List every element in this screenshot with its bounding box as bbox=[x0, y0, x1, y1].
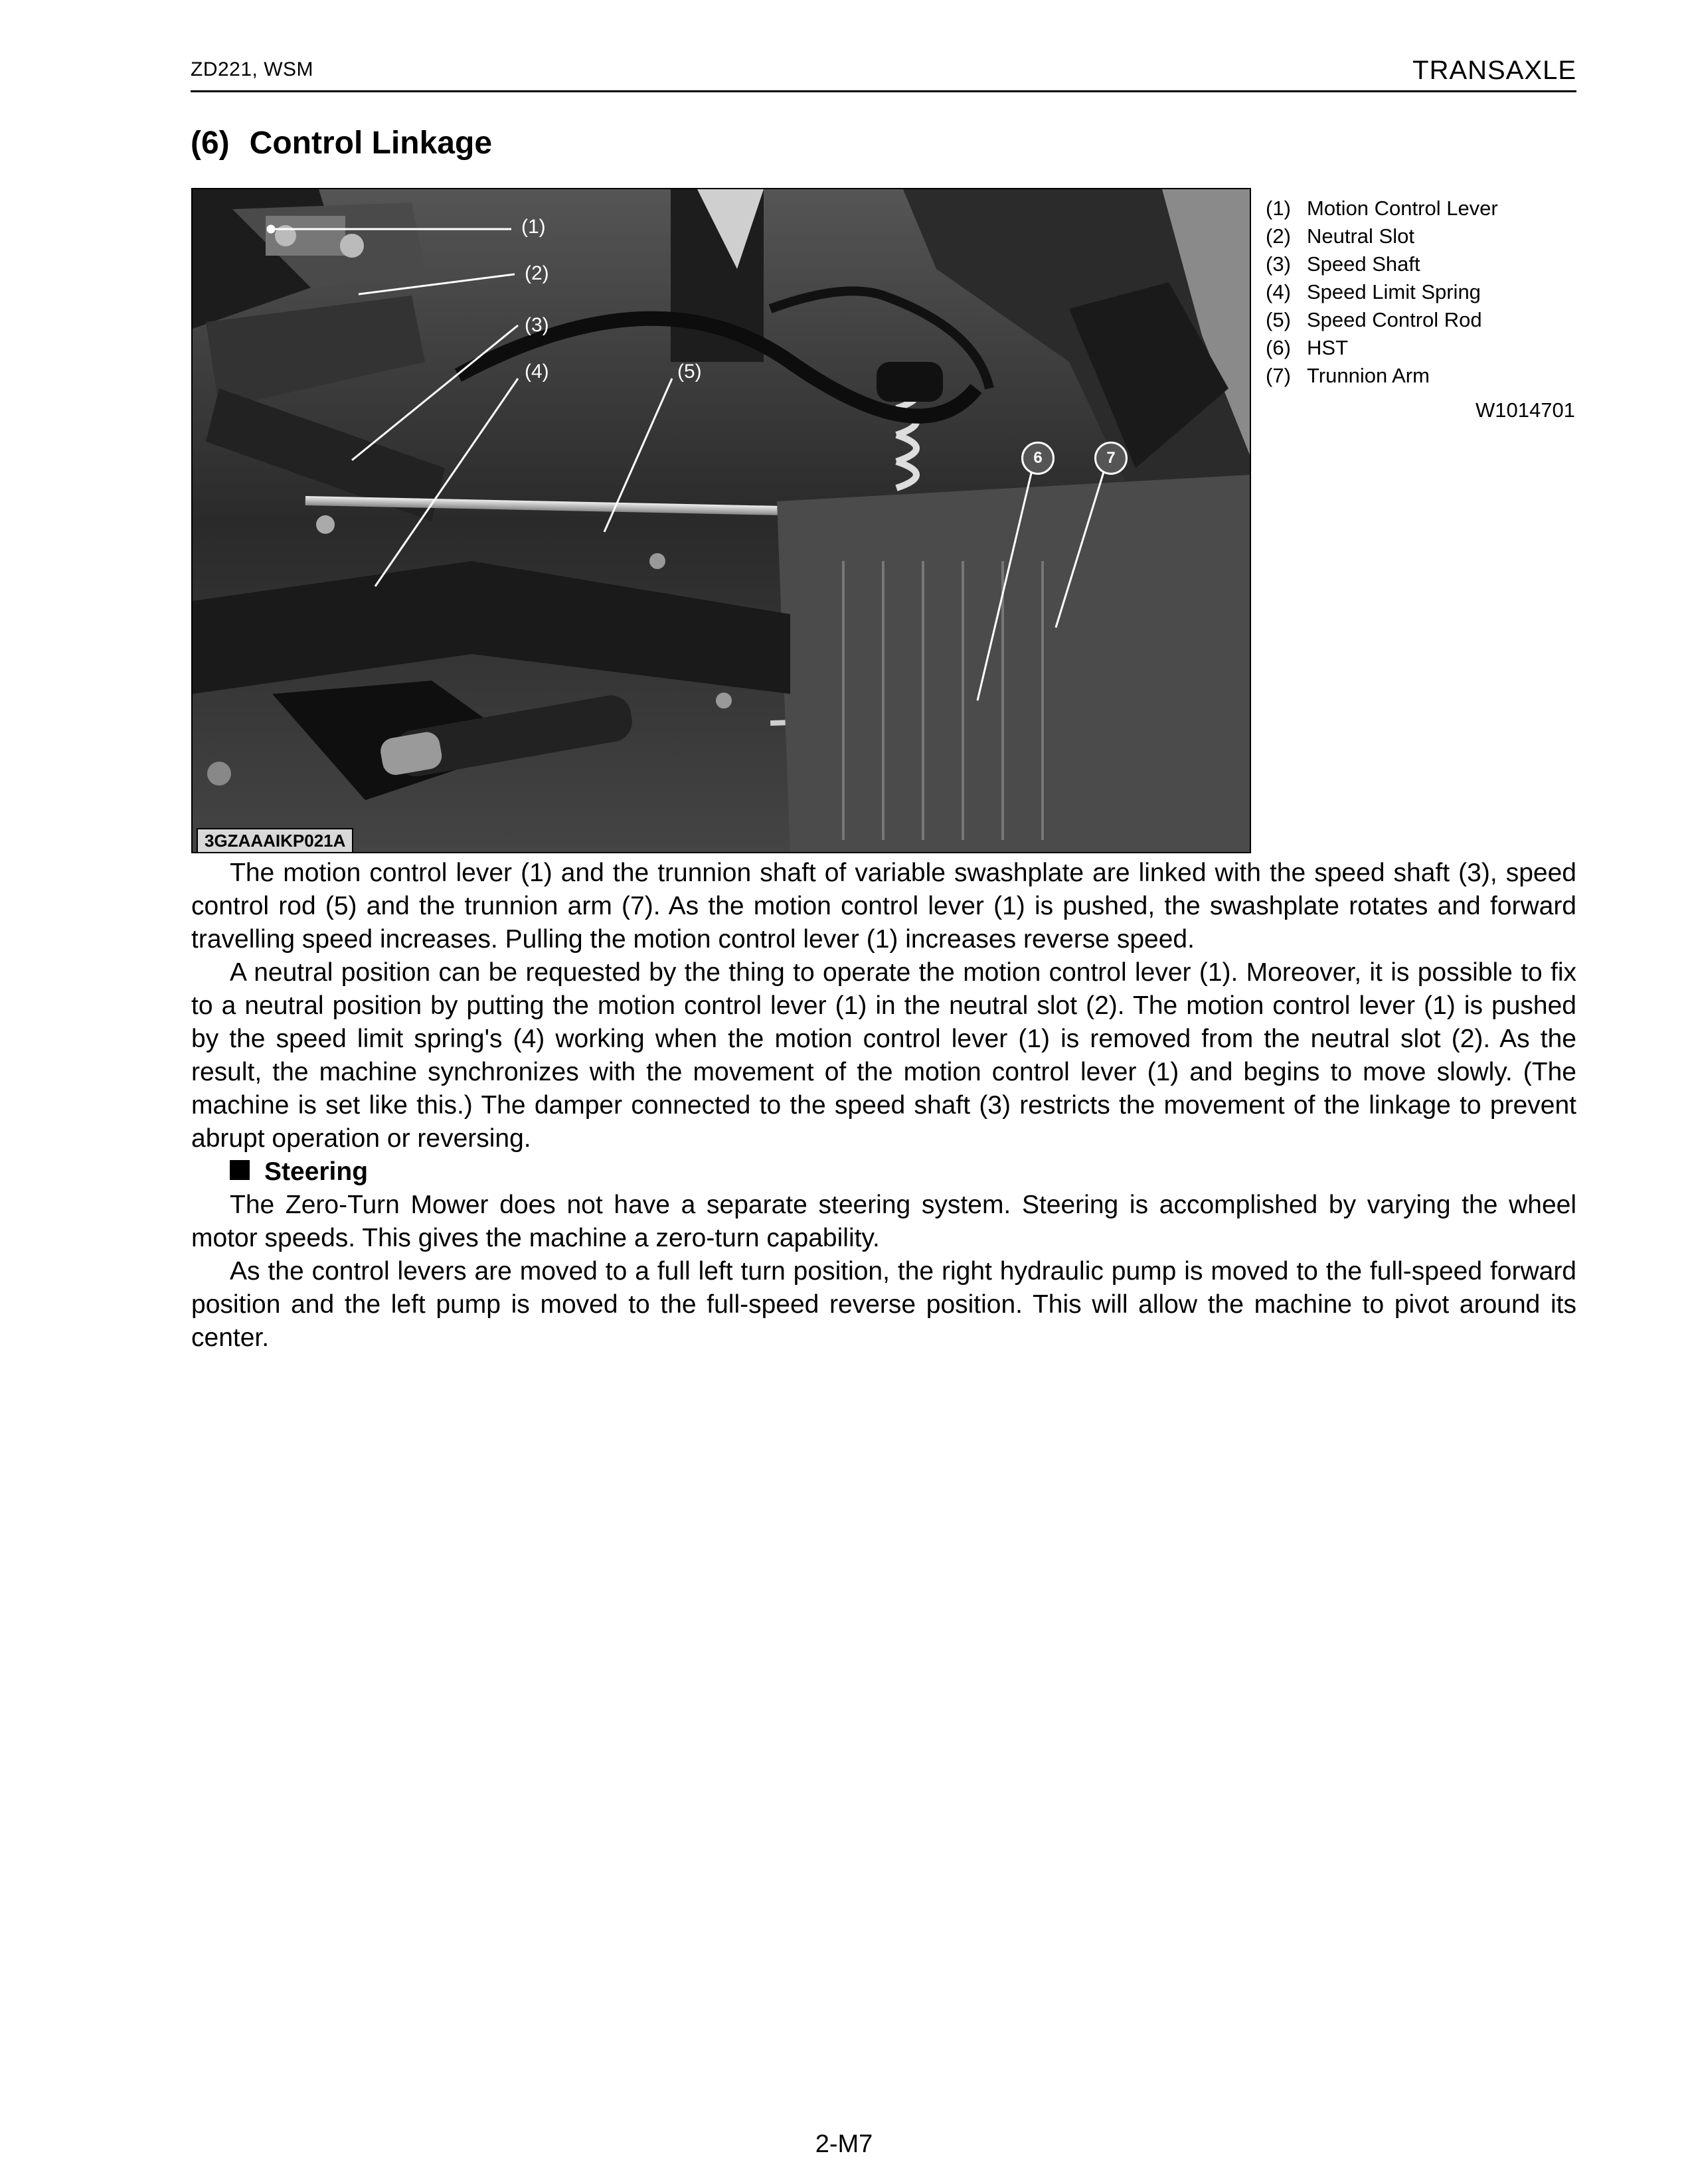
steering-heading bbox=[191, 1155, 1576, 1189]
body-text bbox=[191, 857, 1576, 1355]
legend-label: Neutral Slot bbox=[1307, 224, 1414, 248]
legend-item bbox=[1266, 362, 1498, 390]
legend-item bbox=[1266, 222, 1498, 250]
callout-6: 6 bbox=[1021, 442, 1055, 475]
legend-label: Speed Shaft bbox=[1307, 252, 1420, 276]
steering-heading-text: Steering bbox=[264, 1157, 369, 1186]
header-section: TRANSAXLE bbox=[1412, 56, 1576, 85]
legend-item bbox=[1266, 278, 1498, 306]
callout-1: (1) bbox=[521, 216, 546, 238]
legend-index: (2) bbox=[1266, 224, 1291, 248]
paragraph: A neutral position can be requested by the thing to operate the motion control lever (1). Moreover, it is possible to fix to a neutral position by putting the motion control lever (1) in the neutral slot (2). The motion control lever (1) is pushed by the speed limit spring's (4) working when the motion control lever (1) is removed from the neutral slot (2). As the result, the machine synchronizes with the movement of the motion control lever (1) and begins to move slowly. (The machine is set like this.) The damper connected to the speed shaft (3) restricts the movement of the linkage to prevent abrupt operation or reversing. bbox=[191, 958, 1576, 1153]
legend-index: (7) bbox=[1266, 364, 1291, 387]
legend-index: (3) bbox=[1266, 252, 1291, 276]
callout-4: (4) bbox=[525, 361, 549, 382]
legend-item bbox=[1266, 250, 1498, 278]
section-number: (6) bbox=[191, 126, 230, 161]
legend-index: (4) bbox=[1266, 280, 1291, 303]
legend-item bbox=[1266, 195, 1498, 222]
callout-3: (3) bbox=[525, 314, 549, 336]
paragraph: The motion control lever (1) and the trunnion shaft of variable swashplate are linked with the speed shaft (3), speed control rod (5) and the trunnion arm (7). As the motion control lever (1) is pushed, the swashplate rotates and forward travelling speed increases. Pulling the motion control lever (1) increases reverse speed. bbox=[191, 859, 1576, 954]
legend-index: (5) bbox=[1266, 308, 1291, 331]
bullet-square-icon bbox=[230, 1160, 250, 1180]
reference-code: W1014701 bbox=[1476, 398, 1575, 422]
paragraph: The Zero-Turn Mower does not have a separate steering system. Steering is accomplished by varying the wheel motor speeds. This gives the machine a zero-turn capability. bbox=[191, 1191, 1576, 1252]
legend-item bbox=[1266, 306, 1498, 334]
image-code-label: 3GZAAAIKP021A bbox=[197, 828, 353, 853]
legend-label: Motion Control Lever bbox=[1307, 197, 1498, 220]
header-divider bbox=[191, 90, 1576, 92]
callout-5: (5) bbox=[677, 361, 702, 382]
figure-legend bbox=[1266, 195, 1498, 390]
legend-label: Trunnion Arm bbox=[1307, 364, 1430, 387]
legend-item bbox=[1266, 334, 1498, 362]
photo-illustration bbox=[193, 189, 1250, 852]
callout-2: (2) bbox=[525, 262, 549, 284]
header-model: ZD221, WSM bbox=[191, 58, 314, 80]
legend-label: HST bbox=[1307, 336, 1348, 359]
page-number: 2-M7 bbox=[815, 2130, 873, 2158]
legend-index: (1) bbox=[1266, 197, 1291, 220]
control-linkage-photo bbox=[191, 188, 1251, 853]
section-title-text: Control Linkage bbox=[249, 126, 493, 161]
legend-label: Speed Limit Spring bbox=[1307, 280, 1481, 303]
legend-index: (6) bbox=[1266, 336, 1291, 359]
paragraph: As the control levers are moved to a full left turn position, the right hydraulic pump is moved to the full-speed forward position and the left pump is moved to the full-speed reverse position. This will allow the machine to pivot around its center. bbox=[191, 1257, 1576, 1352]
callout-7: 7 bbox=[1094, 442, 1128, 475]
legend-label: Speed Control Rod bbox=[1307, 308, 1482, 331]
section-title bbox=[191, 125, 492, 161]
